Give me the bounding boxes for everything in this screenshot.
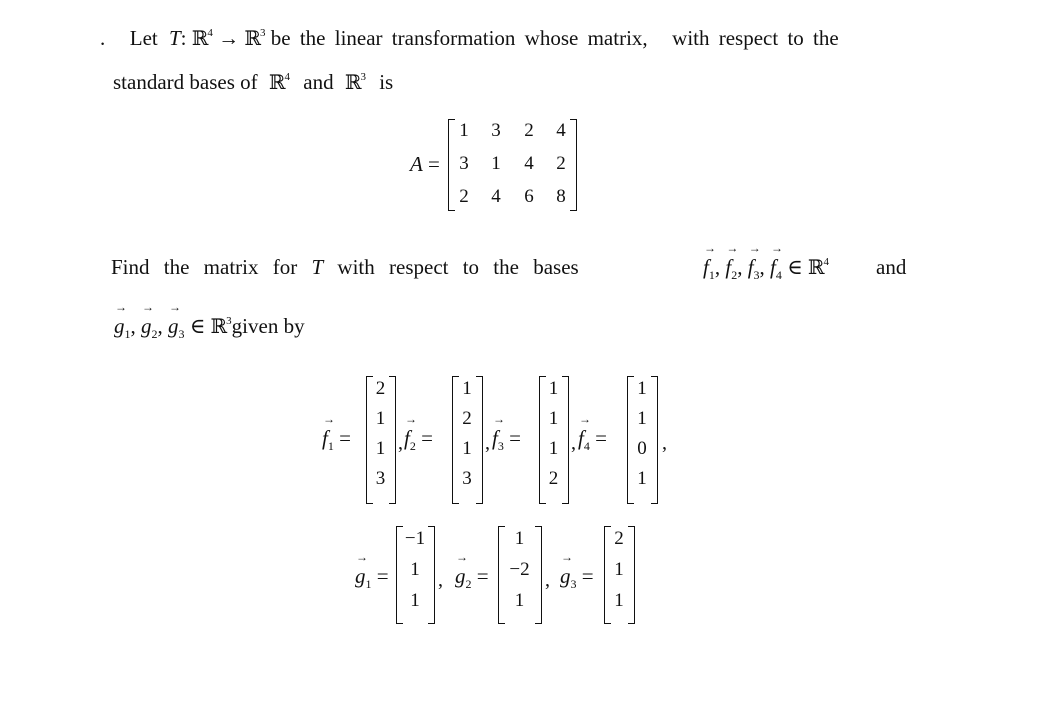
reals-symbol: ℝ: [807, 255, 825, 279]
f3-entry: 1: [548, 408, 559, 429]
f3-symbol: → f: [748, 255, 754, 280]
f1-entry: 1: [375, 408, 386, 429]
f4-label: → $f_4$ =: [578, 426, 607, 451]
intro-text: be the linear transformation whose matrix,: [270, 26, 648, 50]
f-basis-list: → $f_1$, → $f_2$, → $f_3$, → $f_4$ ∈ ℝ$^4$: [703, 255, 829, 280]
g1-label: → $g_1$ =: [355, 564, 389, 589]
trailing-comma: ,: [662, 432, 667, 454]
matrix-a-cell: 3: [459, 153, 469, 174]
f1-label: → $f_1$ =: [322, 426, 351, 451]
is-word: is: [379, 70, 394, 94]
find-text-2: with respect to the bases: [337, 255, 579, 279]
g1-entry: 1: [410, 590, 420, 611]
standard-bases-text: standard bases of: [113, 70, 258, 94]
f2-entry: 2: [462, 408, 472, 429]
f4-entry: 1: [637, 408, 647, 429]
intro-text-2: with respect to the: [672, 26, 839, 50]
dim-4: 4: [284, 71, 290, 83]
matrix-a-cell: 8: [556, 186, 566, 207]
bullet: .: [100, 26, 106, 50]
reals-symbol: ℝ: [210, 314, 228, 338]
f2-entry: 1: [462, 438, 472, 459]
transform-symbol: T: [168, 26, 181, 50]
f1-symbol: → f: [703, 255, 709, 280]
g2-label: → $g_2$ =: [455, 564, 489, 589]
problem-line-3: [111, 255, 579, 280]
problem-line-4: → $g_1$, → $g_2$, → $g_3$ ∈ ℝ$^3$given by: [114, 314, 305, 339]
g2-symbol: → g: [141, 314, 152, 339]
dim-3: 3: [260, 27, 266, 39]
f3-entry: 1: [548, 378, 559, 399]
matrix-a-cell: 4: [556, 120, 566, 141]
matrix-a-cell: 2: [556, 153, 566, 174]
g3-entry: 1: [614, 590, 624, 611]
problem-line-2: [113, 70, 393, 95]
f2-entry: 3: [462, 468, 472, 489]
dim-3: 3: [360, 71, 366, 83]
matrix-a-cell: 2: [524, 120, 534, 141]
and-word: and: [303, 70, 334, 94]
f2-entry: 1: [462, 378, 472, 399]
comma-separator: ,: [485, 432, 490, 454]
equals-sign: =: [428, 152, 440, 176]
matrix-a-cell: 4: [524, 153, 534, 174]
and-word: and: [876, 255, 907, 279]
reals-symbol: ℝ: [244, 26, 262, 50]
f4-symbol: → f: [770, 255, 776, 280]
dim-4: 4: [207, 27, 213, 39]
matrix-a-cell: 3: [491, 120, 501, 141]
dim-3: 3: [226, 315, 232, 327]
matrix-a-cell: 2: [459, 186, 469, 207]
f1-entry: 2: [375, 378, 386, 399]
g2-entry: 1: [514, 528, 525, 549]
f3-label: → $f_3$ =: [492, 426, 521, 451]
arrow-symbol: →: [218, 26, 240, 50]
matrix-a-cell: 1: [459, 120, 469, 141]
g1-entry: 1: [410, 559, 420, 580]
matrix-a-label: A: [410, 152, 423, 176]
g2-entry: 1: [514, 590, 525, 611]
comma-separator: ,: [571, 432, 576, 454]
let-word: Let: [129, 26, 158, 50]
g3-entry: 1: [614, 559, 624, 580]
element-of-symbol: ∈: [189, 314, 206, 338]
matrix-a-cell: 4: [491, 186, 501, 207]
transform-symbol: T: [311, 255, 324, 279]
g2-entry: −2: [509, 559, 530, 580]
f2-symbol: → f: [725, 255, 731, 280]
f1-entry: 1: [375, 438, 386, 459]
problem-line-1: [100, 26, 839, 51]
reals-symbol: ℝ: [268, 70, 286, 94]
matrix-a-cell: 6: [524, 186, 534, 207]
comma-separator: ,: [438, 569, 443, 591]
g3-label: → $g_3$ =: [560, 564, 594, 589]
element-of-symbol: ∈: [787, 255, 803, 279]
dim-4: 4: [823, 256, 830, 268]
f2-label: → $f_2$ =: [404, 426, 433, 451]
f4-entry: 0: [637, 438, 647, 459]
f3-entry: 2: [548, 468, 559, 489]
comma-separator: ,: [398, 432, 403, 454]
given-by-text: given by: [231, 314, 305, 338]
f1-entry: 3: [375, 468, 386, 489]
reals-symbol: ℝ: [344, 70, 362, 94]
g1-entry: −1: [404, 528, 426, 549]
g3-entry: 2: [614, 528, 624, 549]
comma-separator: ,: [545, 569, 550, 591]
f4-entry: 1: [637, 378, 647, 399]
f3-entry: 1: [548, 438, 559, 459]
f4-entry: 1: [637, 468, 647, 489]
g3-symbol: → g: [168, 314, 179, 339]
find-text: Find the matrix for: [111, 255, 298, 279]
colon: :: [180, 26, 187, 50]
reals-symbol: ℝ: [191, 26, 209, 50]
matrix-a-cell: 1: [491, 153, 501, 174]
and-word-right: [876, 255, 906, 280]
g1-symbol: → g: [114, 314, 125, 339]
